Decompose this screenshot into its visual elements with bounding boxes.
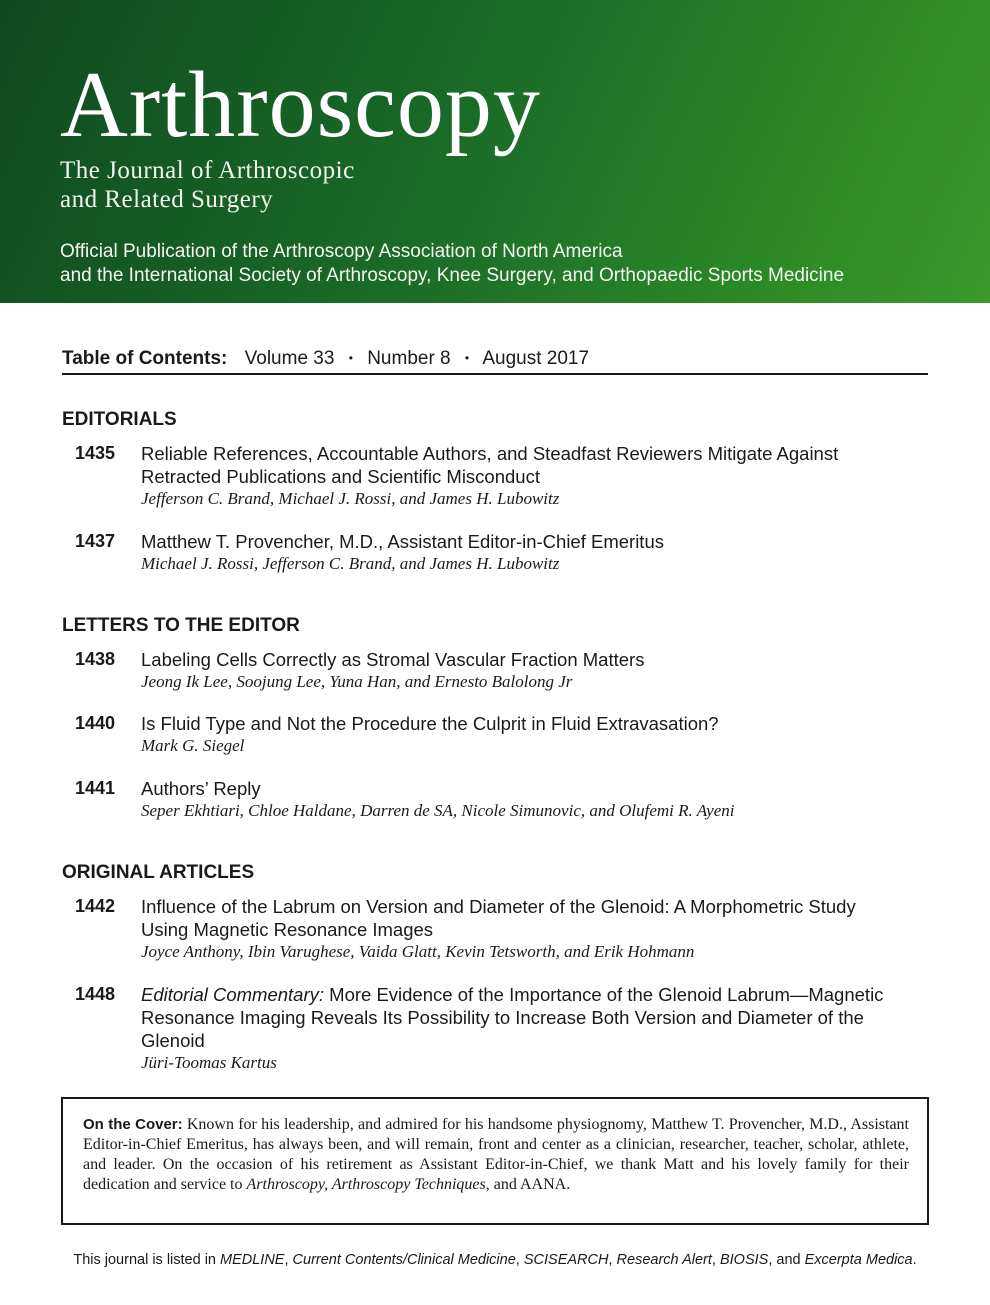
entry-title-line: Using Magnetic Resonance Images	[141, 919, 434, 940]
official-line: and the International Society of Arthroscopy, Knee Surgery, and Orthopaedic Sports Medicine	[60, 265, 845, 286]
page-number: 1440	[74, 713, 115, 733]
editorial-commentary-label: Editorial Commentary:	[141, 984, 325, 1005]
index-database: Current Contents/Clinical Medicine	[292, 1252, 516, 1268]
official-line: Official Publication of the Arthroscopy Association of North America	[60, 241, 623, 262]
index-database: Research Alert	[616, 1252, 712, 1268]
entry-title-line: Retracted Publications and Scientific Misconduct	[141, 466, 540, 487]
index-database: Excerpta Medica	[804, 1252, 913, 1268]
entry-title[interactable]	[141, 530, 931, 553]
cover-description	[73, 1109, 917, 1195]
page-number: 1441	[74, 778, 115, 798]
footer-end: .	[912, 1252, 917, 1268]
page-number: 1435	[74, 443, 115, 463]
entry-title-line: Matthew T. Provencher, M.D., Assistant Editor-in-Chief Emeritus	[141, 531, 664, 552]
entry-authors: Mark G. Siegel	[141, 736, 245, 755]
entry-title-line: Influence of the Labrum on Version and Diameter of the Glenoid: A Morphometric Study	[141, 896, 856, 917]
entry-title-line: Glenoid	[141, 1030, 205, 1051]
entry-authors: Jeong Ik Lee, Soojung Lee, Yuna Han, and Ernesto Balolong Jr	[141, 672, 573, 691]
section-heading: EDITORIALS	[62, 409, 177, 430]
toc-separator: •	[464, 351, 470, 365]
page-number: 1448	[74, 984, 115, 1004]
entry-authors: Jüri-Toomas Kartus	[141, 1053, 277, 1072]
entry-authors: Joyce Anthony, Ibin Varughese, Vaida Glatt, Kevin Tetsworth, and Erik Hohmann	[141, 942, 695, 961]
footer-separator: ,	[711, 1252, 720, 1268]
toc-header	[62, 345, 928, 375]
subtitle-line: The Journal of Arthroscopic	[60, 157, 355, 184]
toc-date: August 2017	[482, 348, 590, 369]
section-heading: ORIGINAL ARTICLES	[62, 862, 255, 883]
footer-separator: ,	[515, 1252, 524, 1268]
cover-journal-names: Arthroscopy, Arthroscopy Techniques	[246, 1176, 486, 1193]
journal-banner	[0, 0, 990, 303]
entry-title[interactable]: Authors’ Reply	[141, 778, 261, 799]
footer-separator: ,	[608, 1252, 617, 1268]
index-database: SCISEARCH	[523, 1252, 609, 1268]
entry-title[interactable]: Labeling Cells Correctly as Stromal Vascular Fraction Matters	[141, 649, 645, 670]
indexing-footer	[0, 1250, 990, 1270]
cover-text-end: , and AANA.	[485, 1176, 571, 1193]
toc-volume: Volume 33	[244, 348, 335, 369]
entry-title[interactable]	[141, 442, 931, 488]
journal-title: Arthroscopy	[60, 53, 541, 157]
entry-authors: Seper Ekhtiari, Chloe Haldane, Darren de SA, Nicole Simunovic, and Olufemi R. Ayeni	[141, 801, 735, 820]
cover-description-box	[61, 1097, 929, 1225]
entry-title-line	[141, 983, 931, 1006]
entry-authors: Jefferson C. Brand, Michael J. Rossi, and James H. Lubowitz	[141, 489, 560, 508]
toc-separator: •	[348, 351, 353, 365]
entry-title[interactable]	[141, 983, 931, 1052]
entry-title[interactable]	[141, 895, 931, 941]
entry-title[interactable]: Is Fluid Type and Not the Procedure the Culprit in Fluid Extravasation?	[141, 713, 719, 734]
footer-separator: , and	[768, 1252, 805, 1268]
journal-subtitle	[60, 156, 560, 214]
footer-separator: ,	[284, 1252, 293, 1268]
page-number: 1442	[74, 896, 115, 916]
toc-number: Number 8	[367, 348, 451, 369]
footer-text: This journal is listed in	[73, 1252, 221, 1268]
index-database: MEDLINE	[220, 1252, 285, 1268]
entry-authors: Michael J. Rossi, Jefferson C. Brand, and James H. Lubowitz	[141, 554, 560, 573]
page-number: 1438	[74, 649, 115, 669]
toc-label: Table of Contents:	[62, 348, 228, 369]
page-number: 1437	[74, 531, 115, 551]
cover-label: On the Cover:	[83, 1116, 183, 1133]
subtitle-line: and Related Surgery	[60, 186, 274, 213]
official-publication	[60, 240, 960, 288]
entry-title-line: Resonance Imaging Reveals Its Possibility to Increase Both Version and Diameter of the	[141, 1007, 864, 1028]
entry-title-line: Reliable References, Accountable Authors, and Steadfast Reviewers Mitigate Against	[141, 443, 839, 464]
section-heading: LETTERS TO THE EDITOR	[62, 615, 300, 636]
cover-text: Known for his leadership, and admired for his handsome physiognomy, Matthew T. Provencher, M.D., Assistant Editor-in-Chief Emeritus, has always been, and will remain, front and center as a clinician, researcher, teacher, scholar, athlete, and leader. On the occasion of his retirement as Assistant Editor-in-Chief, we thank Matt and his lovely family for their dedication and service to	[83, 1116, 909, 1193]
index-database: BIOSIS	[719, 1252, 769, 1268]
entry-title-text: More Evidence of the Importance of the Glenoid Labrum—Magnetic	[324, 984, 884, 1005]
